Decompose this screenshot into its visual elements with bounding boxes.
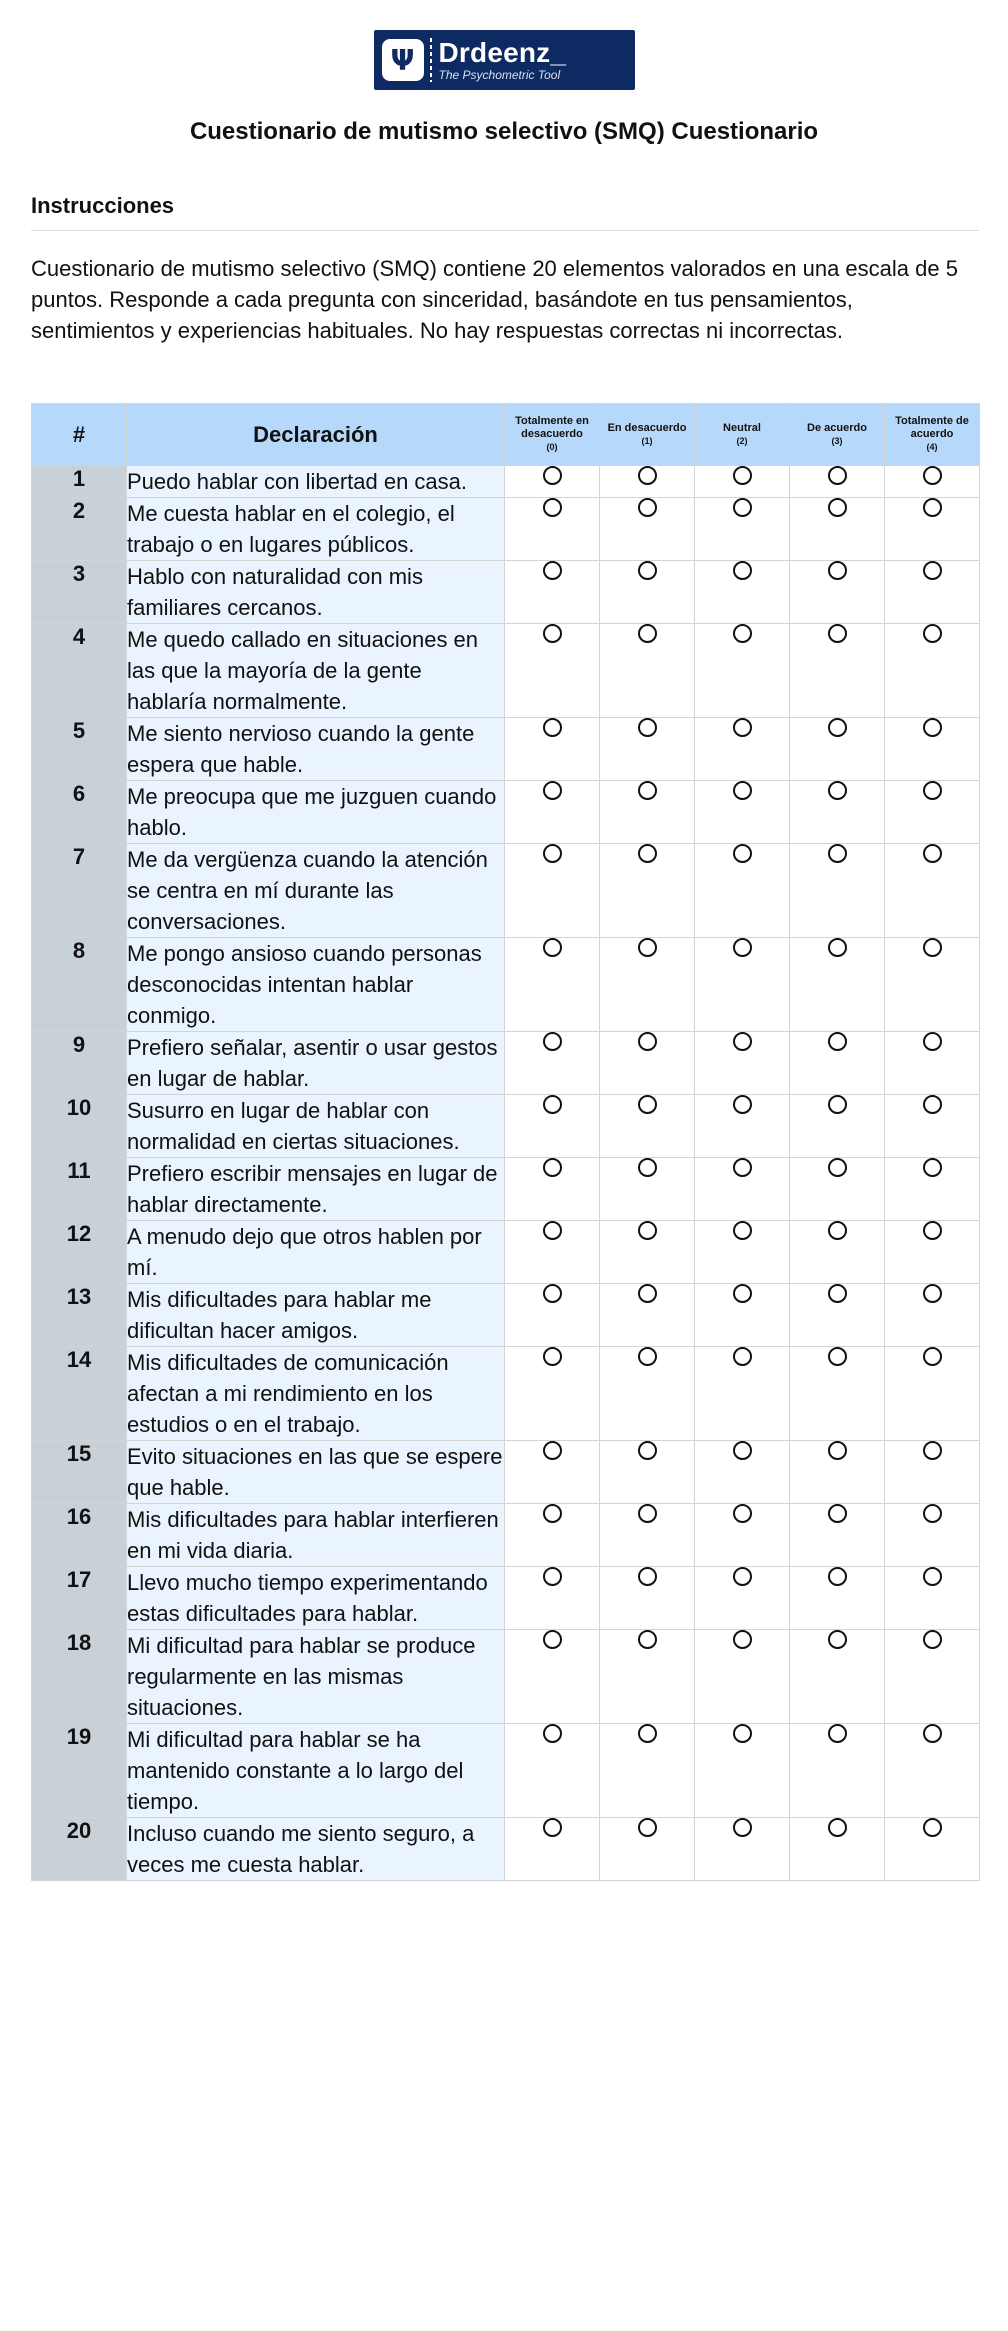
answer-cell: [505, 1347, 600, 1441]
question-row: [32, 1567, 980, 1630]
question-statement: Incluso cuando me siento seguro, a veces me cuesta hablar.: [127, 1818, 505, 1881]
question-number: 1: [32, 466, 127, 498]
question-number: 4: [32, 624, 127, 718]
answer-radio-option-3[interactable]: [828, 1818, 847, 1837]
answer-cell: [505, 1095, 600, 1158]
answer-radio-option-4[interactable]: [923, 1818, 942, 1837]
instructions-text: Cuestionario de mutismo selectivo (SMQ) contiene 20 elementos valorados en una escala de 5 puntos. Responde a cada pregunta con sinceridad, basándote en tus pensamientos, sentimientos y experiencias habituales. No hay respuestas correctas ni incorrectas.: [31, 256, 958, 343]
questionnaire-table: [31, 403, 980, 1881]
section-divider: [31, 230, 979, 231]
question-row: [32, 1818, 980, 1881]
answer-cell: [885, 1567, 980, 1630]
answer-radio-option-1[interactable]: [638, 1221, 657, 1240]
answer-cell: [600, 498, 695, 561]
answer-cell: [505, 1441, 600, 1504]
option-label: Totalmente de acuerdo: [895, 415, 969, 440]
column-header-option-2: [695, 404, 790, 466]
answer-radio-option-4[interactable]: [923, 1221, 942, 1240]
question-statement: Me quedo callado en situaciones en las que la mayoría de la gente hablaría normalmente.: [127, 624, 505, 718]
answer-cell: [790, 624, 885, 718]
answer-radio-option-0[interactable]: [543, 498, 562, 517]
answer-radio-option-4[interactable]: [923, 718, 942, 737]
answer-radio-option-3[interactable]: [828, 498, 847, 517]
answer-cell: [600, 561, 695, 624]
answer-cell: [790, 718, 885, 781]
answer-radio-option-0[interactable]: [543, 938, 562, 957]
answer-radio-option-3[interactable]: [828, 1567, 847, 1586]
answer-radio-option-2[interactable]: [733, 1630, 752, 1649]
answer-cell: [885, 1095, 980, 1158]
answer-radio-option-2[interactable]: [733, 1032, 752, 1051]
answer-radio-option-3[interactable]: [828, 844, 847, 863]
question-row: [32, 1630, 980, 1724]
question-number: 13: [32, 1284, 127, 1347]
answer-radio-option-3[interactable]: [828, 1347, 847, 1366]
question-row: [32, 781, 980, 844]
answer-cell: [885, 844, 980, 938]
answer-radio-option-0[interactable]: [543, 781, 562, 800]
answer-radio-option-4[interactable]: [923, 1095, 942, 1114]
option-label: Totalmente en desacuerdo: [515, 415, 589, 440]
question-statement: Me siento nervioso cuando la gente espera que hable.: [127, 718, 505, 781]
option-code: (0): [546, 442, 558, 452]
answer-radio-option-0[interactable]: [543, 1818, 562, 1837]
answer-radio-option-0[interactable]: [543, 624, 562, 643]
answer-cell: [695, 1818, 790, 1881]
column-header-option-1: [600, 404, 695, 466]
question-number: 7: [32, 844, 127, 938]
answer-cell: [505, 1158, 600, 1221]
answer-cell: [505, 781, 600, 844]
answer-cell: [885, 1221, 980, 1284]
question-row: [32, 1441, 980, 1504]
question-row: [32, 1221, 980, 1284]
answer-cell: [600, 781, 695, 844]
question-statement: A menudo dejo que otros hablen por mí.: [127, 1221, 505, 1284]
psi-logo-icon: Ψ: [382, 39, 424, 81]
answer-radio-option-0[interactable]: [543, 1095, 562, 1114]
question-statement: Mi dificultad para hablar se produce regularmente en las mismas situaciones.: [127, 1630, 505, 1724]
answer-radio-option-3[interactable]: [828, 938, 847, 957]
answer-cell: [790, 1630, 885, 1724]
answer-cell: [505, 1032, 600, 1095]
answer-radio-option-2[interactable]: [733, 624, 752, 643]
question-row: [32, 624, 980, 718]
answer-cell: [885, 1630, 980, 1724]
answer-cell: [695, 466, 790, 498]
brand-logo: [374, 30, 635, 90]
column-header-option-0: [505, 404, 600, 466]
answer-radio-option-1[interactable]: [638, 1504, 657, 1523]
answer-cell: [885, 1504, 980, 1567]
question-statement: Me da vergüenza cuando la atención se centra en mí durante las conversaciones.: [127, 844, 505, 938]
answer-radio-option-2[interactable]: [733, 466, 752, 485]
answer-radio-option-2[interactable]: [733, 844, 752, 863]
answer-radio-option-1[interactable]: [638, 624, 657, 643]
answer-cell: [695, 1567, 790, 1630]
answer-cell: [695, 1504, 790, 1567]
option-label: En desacuerdo: [607, 421, 687, 434]
answer-cell: [600, 1724, 695, 1818]
question-statement: Mis dificultades de comunicación afectan a mi rendimiento en los estudios o en el trabajo.: [127, 1347, 505, 1441]
answer-cell: [790, 1567, 885, 1630]
question-statement: Prefiero escribir mensajes en lugar de hablar directamente.: [127, 1158, 505, 1221]
answer-cell: [505, 1630, 600, 1724]
table-header-row: [32, 404, 980, 466]
answer-radio-option-4[interactable]: [923, 844, 942, 863]
answer-cell: [505, 1284, 600, 1347]
answer-cell: [885, 1724, 980, 1818]
answer-radio-option-3[interactable]: [828, 1158, 847, 1177]
question-number: 8: [32, 938, 127, 1032]
logo-divider: [430, 38, 432, 82]
answer-cell: [600, 1818, 695, 1881]
answer-radio-option-4[interactable]: [923, 1032, 942, 1051]
question-statement: Susurro en lugar de hablar con normalidad en ciertas situaciones.: [127, 1095, 505, 1158]
answer-cell: [885, 561, 980, 624]
answer-cell: [790, 1347, 885, 1441]
page-title: Cuestionario de mutismo selectivo (SMQ) Cuestionario: [189, 118, 819, 145]
answer-cell: [505, 1567, 600, 1630]
question-row: [32, 1504, 980, 1567]
answer-cell: [790, 1095, 885, 1158]
question-statement: Prefiero señalar, asentir o usar gestos en lugar de hablar.: [127, 1032, 505, 1095]
answer-cell: [600, 1284, 695, 1347]
question-number: 12: [32, 1221, 127, 1284]
question-number: 15: [32, 1441, 127, 1504]
answer-radio-option-0[interactable]: [543, 1630, 562, 1649]
question-number: 9: [32, 1032, 127, 1095]
option-code: (2): [736, 435, 748, 446]
question-statement: Me preocupa que me juzguen cuando hablo.: [127, 781, 505, 844]
answer-radio-option-1[interactable]: [638, 1284, 657, 1303]
answer-cell: [600, 938, 695, 1032]
answer-radio-option-1[interactable]: [638, 1724, 657, 1743]
answer-radio-option-1[interactable]: [638, 561, 657, 580]
answer-radio-option-4[interactable]: [923, 781, 942, 800]
answer-cell: [695, 938, 790, 1032]
questionnaire-body: [32, 466, 980, 1881]
answer-cell: [695, 624, 790, 718]
question-number: 11: [32, 1158, 127, 1221]
answer-radio-option-4[interactable]: [923, 1504, 942, 1523]
answer-radio-option-4[interactable]: [923, 1284, 942, 1303]
answer-radio-option-0[interactable]: [543, 466, 562, 485]
answer-radio-option-1[interactable]: [638, 844, 657, 863]
answer-cell: [505, 498, 600, 561]
answer-cell: [695, 718, 790, 781]
answer-cell: [885, 466, 980, 498]
answer-radio-option-0[interactable]: [543, 844, 562, 863]
answer-radio-option-1[interactable]: [638, 1818, 657, 1837]
answer-radio-option-0[interactable]: [543, 1724, 562, 1743]
answer-cell: [600, 1032, 695, 1095]
answer-radio-option-1[interactable]: [638, 1032, 657, 1051]
answer-radio-option-2[interactable]: [733, 1724, 752, 1743]
answer-radio-option-4[interactable]: [923, 498, 942, 517]
answer-radio-option-2[interactable]: [733, 498, 752, 517]
question-statement: Evito situaciones en las que se espere que hable.: [127, 1441, 505, 1504]
answer-cell: [505, 561, 600, 624]
answer-cell: [790, 781, 885, 844]
answer-cell: [790, 1818, 885, 1881]
question-row: [32, 938, 980, 1032]
answer-cell: [600, 1221, 695, 1284]
answer-cell: [600, 1567, 695, 1630]
answer-cell: [885, 718, 980, 781]
answer-radio-option-2[interactable]: [733, 1818, 752, 1837]
question-row: [32, 1347, 980, 1441]
answer-cell: [505, 1504, 600, 1567]
answer-radio-option-0[interactable]: [543, 1441, 562, 1460]
answer-radio-option-4[interactable]: [923, 1724, 942, 1743]
answer-cell: [695, 1221, 790, 1284]
column-header-number: #: [32, 404, 127, 466]
answer-cell: [600, 1347, 695, 1441]
answer-radio-option-0[interactable]: [543, 1347, 562, 1366]
question-number: 2: [32, 498, 127, 561]
answer-radio-option-3[interactable]: [828, 1032, 847, 1051]
answer-radio-option-4[interactable]: [923, 1158, 942, 1177]
answer-cell: [695, 781, 790, 844]
answer-radio-option-3[interactable]: [828, 561, 847, 580]
question-row: [32, 466, 980, 498]
answer-cell: [695, 1284, 790, 1347]
question-number: 14: [32, 1347, 127, 1441]
answer-cell: [885, 781, 980, 844]
answer-radio-option-2[interactable]: [733, 938, 752, 957]
answer-cell: [600, 844, 695, 938]
question-number: 19: [32, 1724, 127, 1818]
question-row: [32, 1284, 980, 1347]
answer-radio-option-0[interactable]: [543, 561, 562, 580]
answer-radio-option-3[interactable]: [828, 1221, 847, 1240]
answer-radio-option-4[interactable]: [923, 1630, 942, 1649]
question-row: [32, 561, 980, 624]
answer-radio-option-2[interactable]: [733, 1567, 752, 1586]
answer-radio-option-2[interactable]: [733, 718, 752, 737]
answer-radio-option-3[interactable]: [828, 1630, 847, 1649]
answer-cell: [695, 1441, 790, 1504]
answer-radio-option-2[interactable]: [733, 1441, 752, 1460]
answer-radio-option-2[interactable]: [733, 1504, 752, 1523]
answer-cell: [885, 1284, 980, 1347]
answer-radio-option-1[interactable]: [638, 466, 657, 485]
question-row: [32, 718, 980, 781]
answer-radio-option-4[interactable]: [923, 938, 942, 957]
answer-radio-option-1[interactable]: [638, 718, 657, 737]
answer-cell: [505, 938, 600, 1032]
answer-radio-option-4[interactable]: [923, 1567, 942, 1586]
question-row: [32, 498, 980, 561]
question-number: 6: [32, 781, 127, 844]
answer-radio-option-4[interactable]: [923, 624, 942, 643]
instructions-heading: Instrucciones: [31, 193, 175, 218]
question-number: 17: [32, 1567, 127, 1630]
answer-cell: [695, 1032, 790, 1095]
answer-cell: [695, 561, 790, 624]
answer-radio-option-3[interactable]: [828, 1504, 847, 1523]
answer-radio-option-3[interactable]: [828, 1724, 847, 1743]
answer-cell: [505, 1724, 600, 1818]
answer-radio-option-3[interactable]: [828, 1441, 847, 1460]
answer-cell: [790, 844, 885, 938]
answer-radio-option-3[interactable]: [828, 466, 847, 485]
answer-cell: [600, 1630, 695, 1724]
answer-radio-option-1[interactable]: [638, 1158, 657, 1177]
question-row: [32, 1724, 980, 1818]
answer-cell: [790, 561, 885, 624]
answer-cell: [790, 1504, 885, 1567]
answer-radio-option-2[interactable]: [733, 1095, 752, 1114]
answer-radio-option-0[interactable]: [543, 1284, 562, 1303]
answer-cell: [885, 938, 980, 1032]
answer-cell: [600, 624, 695, 718]
answer-radio-option-4[interactable]: [923, 466, 942, 485]
logo-text: [439, 38, 567, 82]
answer-cell: [790, 1158, 885, 1221]
answer-radio-option-0[interactable]: [543, 718, 562, 737]
answer-radio-option-0[interactable]: [543, 1221, 562, 1240]
answer-radio-option-4[interactable]: [923, 1347, 942, 1366]
question-statement: Me cuesta hablar en el colegio, el trabajo o en lugares públicos.: [127, 498, 505, 561]
question-number: 5: [32, 718, 127, 781]
answer-cell: [695, 1095, 790, 1158]
answer-cell: [505, 466, 600, 498]
answer-cell: [790, 1441, 885, 1504]
answer-radio-option-3[interactable]: [828, 1284, 847, 1303]
answer-radio-option-1[interactable]: [638, 1567, 657, 1586]
question-statement: Mis dificultades para hablar interfieren en mi vida diaria.: [127, 1504, 505, 1567]
answer-cell: [790, 1221, 885, 1284]
answer-cell: [505, 844, 600, 938]
question-number: 20: [32, 1818, 127, 1881]
answer-cell: [600, 1441, 695, 1504]
answer-radio-option-4[interactable]: [923, 561, 942, 580]
answer-cell: [695, 498, 790, 561]
question-row: [32, 844, 980, 938]
answer-cell: [790, 1284, 885, 1347]
answer-cell: [885, 1158, 980, 1221]
answer-radio-option-1[interactable]: [638, 498, 657, 517]
answer-radio-option-4[interactable]: [923, 1441, 942, 1460]
brand-name: Drdeenz_: [438, 37, 567, 68]
logo-container: [0, 30, 1008, 90]
answer-cell: [695, 1158, 790, 1221]
question-statement: Puedo hablar con libertad en casa.: [127, 466, 505, 498]
question-row: [32, 1095, 980, 1158]
answer-radio-option-1[interactable]: [638, 1347, 657, 1366]
answer-radio-option-2[interactable]: [733, 1284, 752, 1303]
answer-cell: [790, 1032, 885, 1095]
answer-radio-option-2[interactable]: [733, 561, 752, 580]
answer-radio-option-0[interactable]: [543, 1567, 562, 1586]
column-header-option-3: [790, 404, 885, 466]
question-number: 10: [32, 1095, 127, 1158]
option-label: De acuerdo: [807, 421, 867, 434]
answer-cell: [790, 498, 885, 561]
answer-cell: [695, 1724, 790, 1818]
answer-cell: [695, 1630, 790, 1724]
answer-radio-option-0[interactable]: [543, 1032, 562, 1051]
question-statement: Me pongo ansioso cuando personas desconocidas intentan hablar conmigo.: [127, 938, 505, 1032]
brand-tagline: The Psychometric Tool: [438, 68, 561, 82]
answer-cell: [695, 1347, 790, 1441]
answer-cell: [885, 624, 980, 718]
answer-cell: [600, 718, 695, 781]
option-code: (3): [831, 435, 843, 446]
answer-radio-option-1[interactable]: [638, 781, 657, 800]
answer-cell: [600, 1158, 695, 1221]
question-statement: Llevo mucho tiempo experimentando estas dificultades para hablar.: [127, 1567, 505, 1630]
answer-radio-option-3[interactable]: [828, 624, 847, 643]
question-statement: Mis dificultades para hablar me dificultan hacer amigos.: [127, 1284, 505, 1347]
answer-radio-option-1[interactable]: [638, 938, 657, 957]
answer-cell: [885, 1032, 980, 1095]
answer-radio-option-2[interactable]: [733, 781, 752, 800]
answer-cell: [790, 1724, 885, 1818]
answer-cell: [505, 624, 600, 718]
question-number: 18: [32, 1630, 127, 1724]
answer-radio-option-2[interactable]: [733, 1158, 752, 1177]
answer-radio-option-3[interactable]: [828, 781, 847, 800]
answer-cell: [505, 1221, 600, 1284]
question-number: 3: [32, 561, 127, 624]
answer-cell: [885, 498, 980, 561]
answer-radio-option-3[interactable]: [828, 718, 847, 737]
answer-cell: [600, 1504, 695, 1567]
answer-radio-option-1[interactable]: [638, 1630, 657, 1649]
answer-cell: [885, 1441, 980, 1504]
answer-cell: [505, 1818, 600, 1881]
question-row: [32, 1032, 980, 1095]
answer-cell: [885, 1347, 980, 1441]
option-label: Neutral: [723, 421, 761, 434]
option-code: (1): [641, 435, 653, 446]
column-header-option-4: [885, 404, 980, 466]
answer-radio-option-2[interactable]: [733, 1347, 752, 1366]
question-row: [32, 1158, 980, 1221]
answer-radio-option-1[interactable]: [638, 1095, 657, 1114]
answer-radio-option-3[interactable]: [828, 1095, 847, 1114]
answer-radio-option-0[interactable]: [543, 1158, 562, 1177]
column-header-statement: Declaración: [127, 404, 505, 466]
answer-cell: [600, 466, 695, 498]
answer-cell: [885, 1818, 980, 1881]
answer-cell: [600, 1095, 695, 1158]
answer-radio-option-0[interactable]: [543, 1504, 562, 1523]
answer-cell: [790, 938, 885, 1032]
option-code: (4): [926, 442, 938, 452]
answer-radio-option-1[interactable]: [638, 1441, 657, 1460]
answer-cell: [790, 466, 885, 498]
answer-cell: [505, 718, 600, 781]
answer-radio-option-2[interactable]: [733, 1221, 752, 1240]
question-number: 16: [32, 1504, 127, 1567]
question-statement: Hablo con naturalidad con mis familiares cercanos.: [127, 561, 505, 624]
answer-cell: [695, 844, 790, 938]
question-statement: Mi dificultad para hablar se ha mantenido constante a lo largo del tiempo.: [127, 1724, 505, 1818]
